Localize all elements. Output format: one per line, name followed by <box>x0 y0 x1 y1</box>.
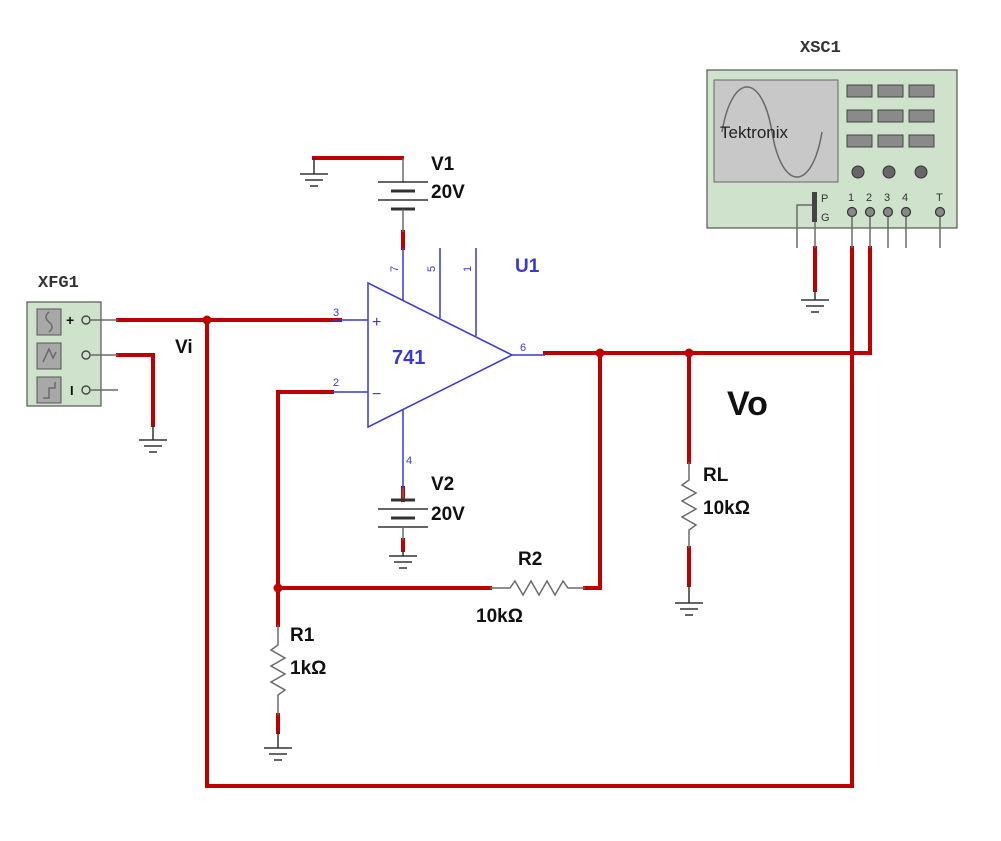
generator-plus-terminal-label: + <box>66 312 75 328</box>
net-label-vo: Vo <box>727 385 768 423</box>
scope-trigger-label: T <box>936 192 943 204</box>
wire-inv-input[interactable] <box>278 392 332 625</box>
junction-vi <box>203 316 212 325</box>
scope-button[interactable] <box>847 110 872 122</box>
pin-4-label: 4 <box>406 455 413 467</box>
scope-p-label: P <box>821 193 829 205</box>
pin-5-label: 5 <box>426 265 438 272</box>
pin-6-label: 6 <box>520 342 527 354</box>
junction-output-rl <box>685 349 694 358</box>
ground-symbol <box>801 290 829 312</box>
junction-output-feedback <box>596 349 605 358</box>
scope-ch2-label: 2 <box>866 192 873 204</box>
v2-value: 20V <box>431 504 465 525</box>
scope-ch4-label: 4 <box>902 192 909 204</box>
scope-knob[interactable] <box>883 166 895 178</box>
scope-knob[interactable] <box>915 166 927 178</box>
scope-name: XSC1 <box>800 39 841 58</box>
scope-ch3-label: 3 <box>884 192 891 204</box>
pin-7-label: 7 <box>389 265 401 272</box>
opamp-u1[interactable] <box>332 248 545 488</box>
scope-knob[interactable] <box>852 166 864 178</box>
scope-button[interactable] <box>878 85 903 97</box>
resistor-r1-zigzag[interactable] <box>271 625 285 715</box>
resistor-r2-zigzag[interactable] <box>490 581 585 595</box>
wire-gen-common[interactable] <box>118 355 153 425</box>
resistor-r2[interactable] <box>476 549 585 627</box>
rl-value: 10kΩ <box>703 498 750 519</box>
v1-value: 20V <box>431 182 465 203</box>
ground-symbol <box>389 550 417 568</box>
scope-buttons <box>847 85 934 147</box>
grounds <box>139 158 829 760</box>
junction-r1-r2 <box>274 584 283 593</box>
opamp-ref: U1 <box>515 256 540 277</box>
scope-button[interactable] <box>878 135 903 147</box>
opamp-inv-symbol: − <box>372 386 382 403</box>
r2-value: 10kΩ <box>476 606 523 627</box>
scope-g-label: G <box>821 212 830 224</box>
scope-button[interactable] <box>909 110 934 122</box>
r1-value: 1kΩ <box>290 658 327 679</box>
generator-name: XFG1 <box>38 274 79 293</box>
ground-symbol <box>675 585 703 615</box>
wires <box>118 158 873 786</box>
pin-2-label: 2 <box>333 377 340 389</box>
scope-ch1-terminal[interactable] <box>848 208 857 217</box>
ground-symbol <box>139 425 167 452</box>
generator-i-terminal-label: I <box>70 383 74 398</box>
r2-ref: R2 <box>518 549 543 570</box>
supply-v1[interactable] <box>378 154 465 232</box>
pin-3-label: 3 <box>333 307 340 319</box>
opamp-model: 741 <box>392 347 426 369</box>
scope-button[interactable] <box>878 110 903 122</box>
scope-trigger-terminal[interactable] <box>936 208 945 217</box>
wire-r2-right[interactable] <box>585 353 600 588</box>
rl-ref: RL <box>703 465 729 486</box>
scope-button[interactable] <box>909 85 934 97</box>
v1-ref: V1 <box>431 154 455 175</box>
pin-1-label: 1 <box>462 265 474 272</box>
triangle-wave-icon <box>37 343 61 369</box>
function-generator[interactable] <box>27 274 118 406</box>
scope-ch1-label: 1 <box>848 192 855 204</box>
r1-ref: R1 <box>290 625 315 646</box>
scope-ch3-terminal[interactable] <box>884 208 893 217</box>
v2-ref: V2 <box>431 474 455 495</box>
resistor-rl-zigzag[interactable] <box>682 462 696 548</box>
opamp-noninv-symbol: + <box>372 314 382 331</box>
resistor-r1[interactable] <box>271 625 326 715</box>
scope-button[interactable] <box>909 135 934 147</box>
ground-symbol <box>264 732 292 760</box>
scope-button[interactable] <box>847 85 872 97</box>
oscilloscope[interactable] <box>707 39 957 248</box>
scope-ch4-terminal[interactable] <box>902 208 911 217</box>
ground-symbol <box>300 158 328 186</box>
scope-ch2-terminal[interactable] <box>866 208 875 217</box>
net-label-vi: Vi <box>175 337 193 358</box>
scope-brand: Tektronix <box>720 123 789 142</box>
scope-button[interactable] <box>847 135 872 147</box>
supply-v2[interactable] <box>378 474 465 540</box>
scope-probe-connector <box>812 192 817 222</box>
resistor-rl[interactable] <box>682 462 750 548</box>
